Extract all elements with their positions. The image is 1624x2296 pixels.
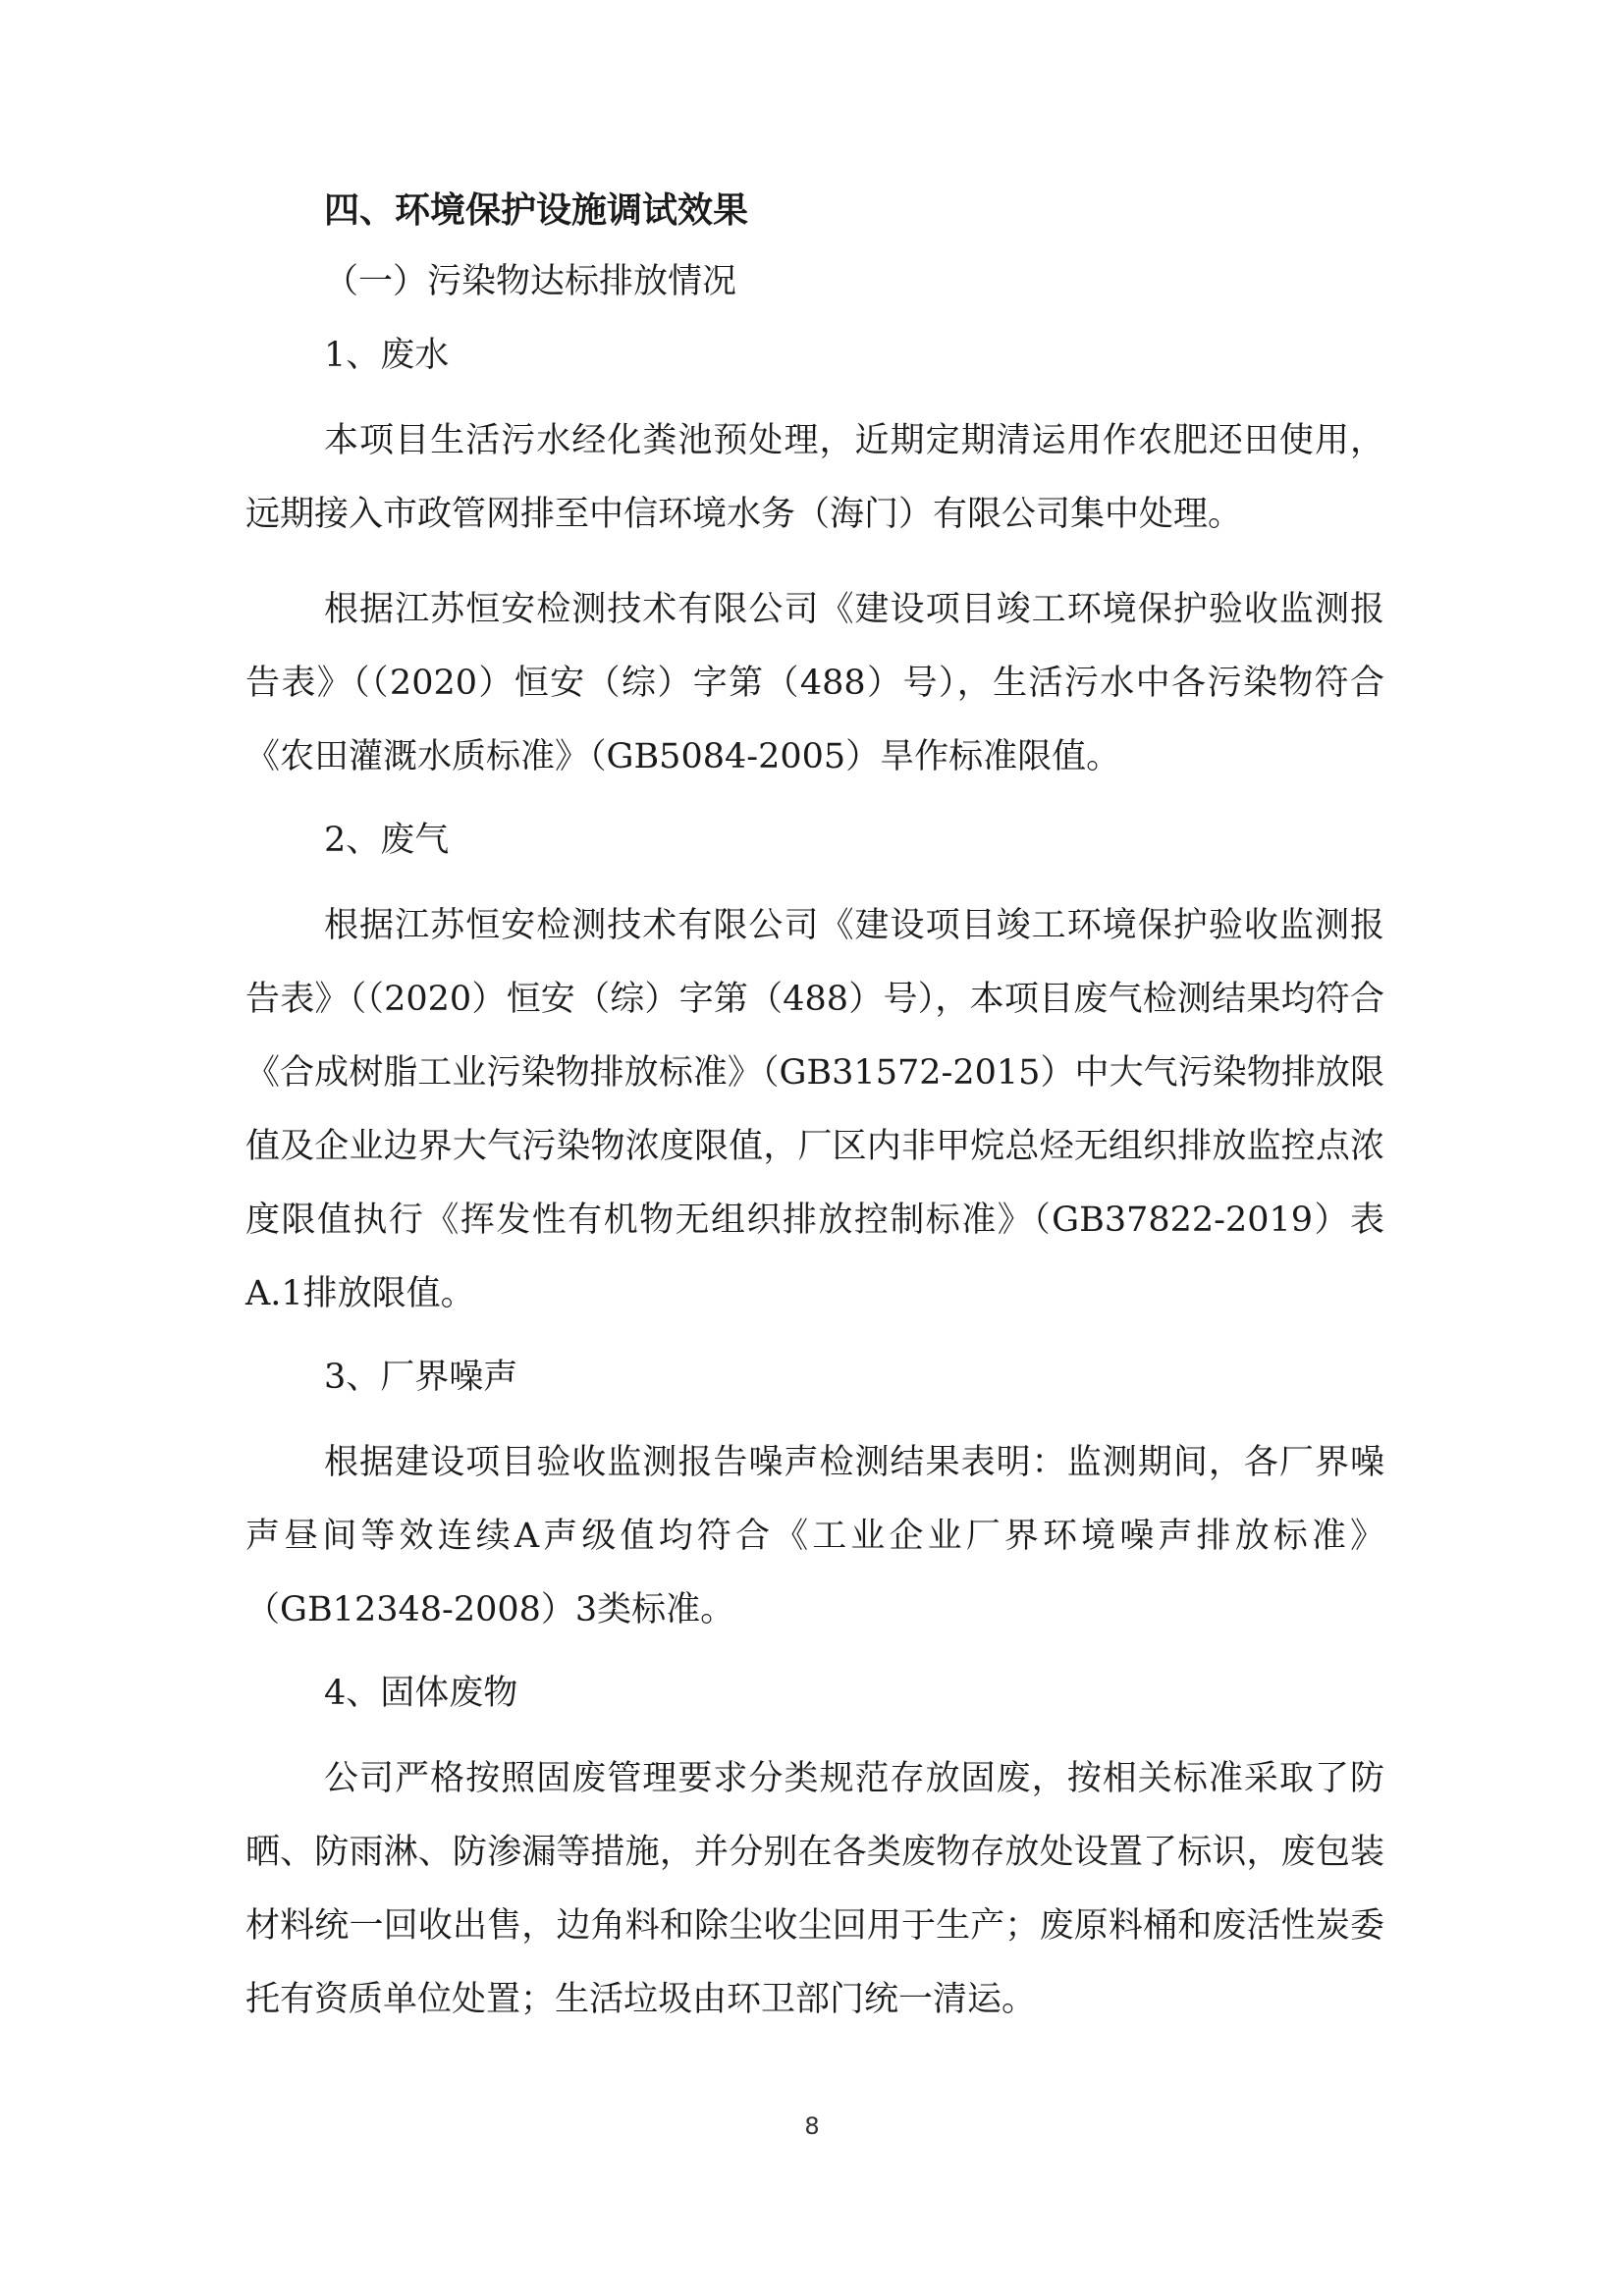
paragraph-waste-gas-monitoring: 根据江苏恒安检测技术有限公司《建设项目竣工环境保护验收监测报告表》（（2020）恒安（综）字第（488）号），本项目废气检测结果均符合《合成树脂工业污染物排放标准》（GB31572-2015）中大气污染物排放限值及企业边界大气污染物浓度限值，厂区内非甲烷总烃无组织排放监控点浓度限值执行《挥发性有机物无组织排放控制标准》（GB37822-2019）表A.1排放限值。: [245, 906, 1384, 1313]
paragraph-wastewater-monitoring: 根据江苏恒安检测技术有限公司《建设项目竣工环境保护验收监测报告表》（（2020）恒安（综）字第（488）号），生活污水中各污染物符合《农田灌溉水质标准》（GB5084-2005）旱作标准限值。: [245, 590, 1384, 776]
section-heading: 四、环境保护设施调试效果: [324, 190, 749, 231]
item-title-boundary-noise: 3、厂界噪声: [324, 1358, 518, 1397]
paragraph-wastewater-treatment: 本项目生活污水经化粪池预处理，近期定期清运用作农肥还田使用，远期接入市政管网排至中信环境水务（海门）有限公司集中处理。: [245, 421, 1384, 534]
document-page: [245, 187, 1384, 2037]
paragraph-boundary-noise: 根据建设项目验收监测报告噪声检测结果表明：监测期间，各厂界噪声昼间等效连续A声级值均符合《工业企业厂界环境噪声排放标准》（GB12348-2008）3类标准。: [245, 1443, 1384, 1629]
item-title-solid-waste: 4、固体废物: [324, 1674, 518, 1713]
page-number: 8: [804, 2112, 820, 2140]
paragraph-solid-waste: 公司严格按照固废管理要求分类规范存放固废，按相关标准采取了防晒、防雨淋、防渗漏等措施，并分别在各类废物存放处设置了标识，废包装材料统一回收出售，边角料和除尘收尘回用于生产；废原料桶和废活性炭委托有资质单位处置；生活垃圾由环卫部门统一清运。: [245, 1759, 1384, 2019]
item-title-waste-gas: 2、废气: [324, 821, 450, 860]
section-subheading: （一）污染物达标排放情况: [324, 262, 737, 301]
item-title-wastewater: 1、废水: [324, 336, 450, 375]
